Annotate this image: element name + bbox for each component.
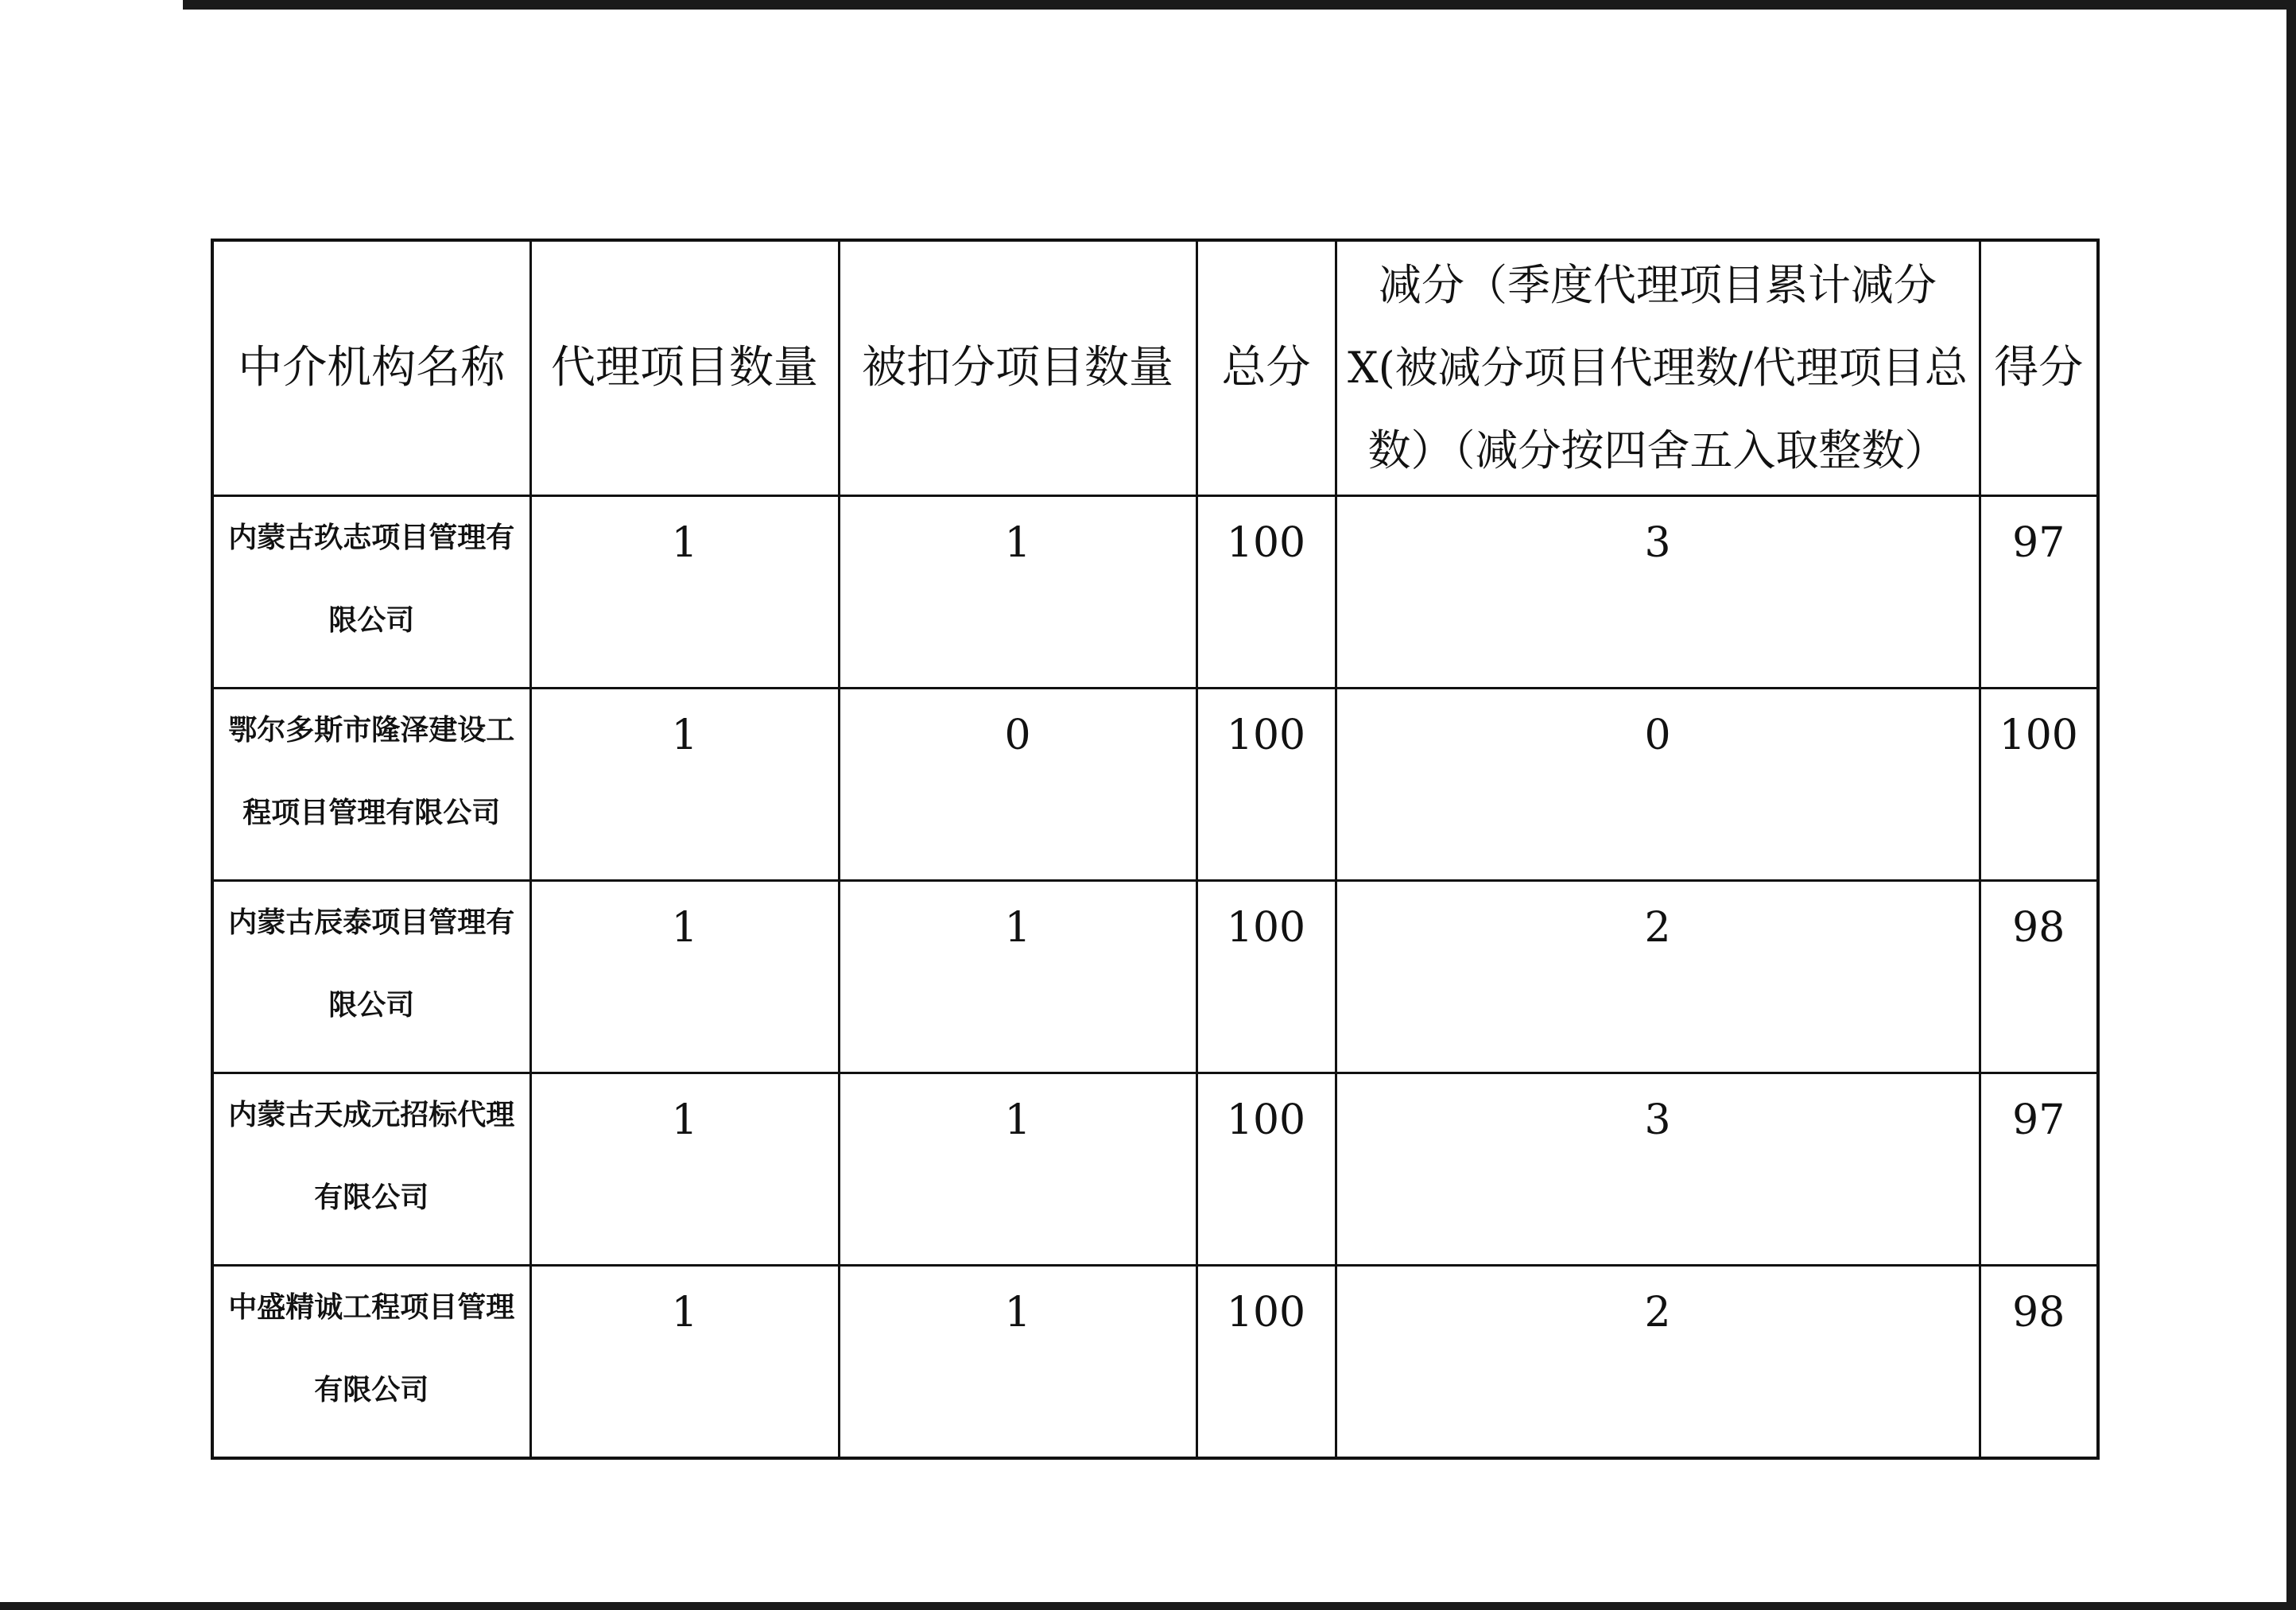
- scan-edge-top: [183, 0, 2296, 10]
- final-score-cell: 98: [1980, 881, 2098, 1073]
- header-final-score: 得分: [1980, 240, 2098, 496]
- deduction-cell: 3: [1336, 1073, 1980, 1266]
- deduction-cell: 0: [1336, 689, 1980, 881]
- header-deduction: 减分（季度代理项目累计减分X(被减分项目代理数/代理项目总数）（减分按四舍五入取整数）: [1336, 240, 1980, 496]
- table-row: [212, 496, 2098, 689]
- project-count-cell: 1: [530, 689, 839, 881]
- final-score-cell: 100: [1980, 689, 2098, 881]
- deducted-count-cell: 1: [839, 496, 1196, 689]
- total-score-cell: 100: [1196, 1073, 1336, 1266]
- table-row: [212, 881, 2098, 1073]
- project-count-cell: 1: [530, 1073, 839, 1266]
- header-total-score: 总分: [1196, 240, 1336, 496]
- project-count-cell: 1: [530, 1266, 839, 1459]
- header-project-count: 代理项目数量: [530, 240, 839, 496]
- final-score-cell: 97: [1980, 1073, 2098, 1266]
- deducted-count-cell: 1: [839, 1073, 1196, 1266]
- deducted-count-cell: 0: [839, 689, 1196, 881]
- deducted-count-cell: 1: [839, 881, 1196, 1073]
- scan-edge-bottom: [0, 1602, 2296, 1610]
- table-row: [212, 1266, 2098, 1459]
- final-score-cell: 97: [1980, 496, 2098, 689]
- table-row: [212, 689, 2098, 881]
- header-agency-name: 中介机构名称: [212, 240, 530, 496]
- agency-name-cell: 内蒙古天成元招标代理有限公司: [212, 1073, 530, 1266]
- total-score-cell: 100: [1196, 1266, 1336, 1459]
- table-row: [212, 1073, 2098, 1266]
- deduction-cell: 3: [1336, 496, 1980, 689]
- deduction-cell: 2: [1336, 1266, 1980, 1459]
- scan-edge-right: [2286, 0, 2296, 1610]
- agency-name-cell: 中盛精诚工程项目管理有限公司: [212, 1266, 530, 1459]
- header-row: [212, 240, 2098, 496]
- final-score-cell: 98: [1980, 1266, 2098, 1459]
- agency-score-table: [211, 239, 2100, 1460]
- header-deducted-count: 被扣分项目数量: [839, 240, 1196, 496]
- agency-name-cell: 内蒙古玖志项目管理有限公司: [212, 496, 530, 689]
- deduction-cell: 2: [1336, 881, 1980, 1073]
- project-count-cell: 1: [530, 496, 839, 689]
- deducted-count-cell: 1: [839, 1266, 1196, 1459]
- total-score-cell: 100: [1196, 496, 1336, 689]
- agency-name-cell: 内蒙古辰泰项目管理有限公司: [212, 881, 530, 1073]
- total-score-cell: 100: [1196, 689, 1336, 881]
- project-count-cell: 1: [530, 881, 839, 1073]
- total-score-cell: 100: [1196, 881, 1336, 1073]
- agency-name-cell: 鄂尔多斯市隆泽建设工程项目管理有限公司: [212, 689, 530, 881]
